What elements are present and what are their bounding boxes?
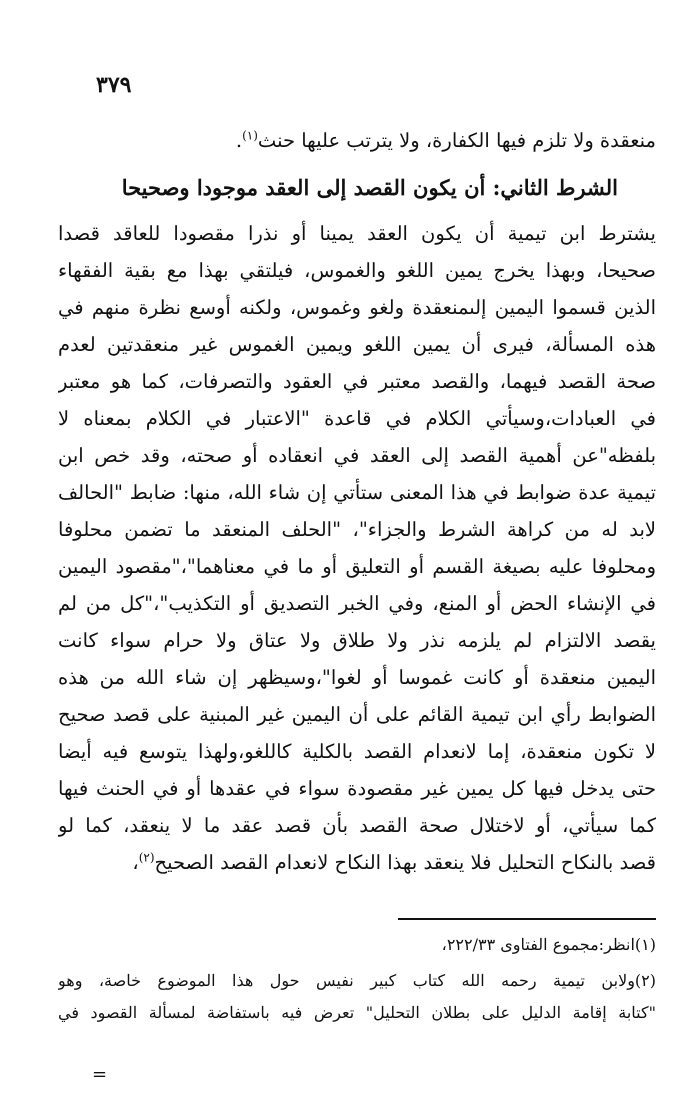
intro-end: . xyxy=(235,129,243,152)
body-line: لابد له من كراهة الشرط والجزاء"، "الحلف المنعقد ما تضمن محلوفا xyxy=(58,518,656,541)
intro-text: منعقدة ولا تلزم فيها الكفارة، ولا يترتب عليها حنث xyxy=(257,129,656,152)
last-body-line xyxy=(58,848,656,878)
body-line: كما سيأتي، أو لاختلال صحة القصد بأن قصد عقد ما لا ينعقد، كما لو xyxy=(58,814,656,837)
body-line: حتى يدخل فيها كل يمين غير مقصودة سواء في عقدها أو في الحنث فيها xyxy=(58,777,656,800)
body-line: في الإنشاء الحض أو المنع، وفي الخبر التصديق أو التكذيب"،"كل من لم xyxy=(58,592,656,615)
body-line: الضوابط رأي ابن تيمية القائم على أن اليمين غير المبنية على قصد صحيح xyxy=(58,703,656,726)
continuation-mark: = xyxy=(92,1064,108,1085)
footnote-2-line-1: (٢)ولابن تيمية رحمه الله كتاب كبير نفيس حول هذا الموضوع خاصة، وهو xyxy=(58,971,656,990)
body-line: صحيحا، وبهذا يخرج يمين اللغو والغموس، فيلتقي بهذا مع بقية الفقهاء xyxy=(58,259,656,282)
body-line: صحة القصد فيهما، والقصد معتبر في العقود والتصرفات، كما هو معتبر xyxy=(58,370,656,393)
last-line-text: قصد بالنكاح التحليل فلا ينعقد بهذا النكاح لانعدام القصد الصحيح xyxy=(154,851,656,874)
footnote-2-line-2: "كتابة إقامة الدليل على بطلان التحليل" تعرض فيه باستفاضة لمسألة القصود في xyxy=(58,1003,656,1022)
body-line: يشترط ابن تيمية أن يكون العقد يمينا أو نذرا مقصودا للعاقد قصدا xyxy=(58,222,656,245)
footnote-marker-2: (٢) xyxy=(138,850,155,865)
body-line: هذه المسألة، فيرى أن يمين اللغو ويمين الغموس غير منعقدتين لعدم xyxy=(58,333,656,356)
body-line: تيمية عدة ضوابط في هذا المعنى ستأتي إن شاء الله، منها: ضابط "الحالف xyxy=(58,481,656,504)
body-line: الذين قسموا اليمين إلىمنعقدة ولغو وغموس، ولكنه أوسع نظرة منهم في xyxy=(58,296,656,319)
footnote-1: (١)انظر:مجموع الفتاوى ٢٢٢/٣٣، xyxy=(441,935,656,954)
body-line: اليمين منعقدة أو كانت غموسا أو لغوا"،وسيظهر إن شاء الله من هذه xyxy=(58,666,656,689)
body-line: في العبادات،وسيأتي الكلام في قاعدة "الاعتبار في الكلام بمعناه لا xyxy=(58,407,656,430)
section-heading: الشرط الثاني: أن يكون القصد إلى العقد موجودا وصحيحا xyxy=(121,175,618,200)
footnote-marker-1: (١) xyxy=(242,128,258,143)
body-line: ومحلوفا عليه بصيغة القسم أو التعليق أو ما في معناهما"،"مقصود اليمين xyxy=(58,555,656,578)
footnote-divider xyxy=(398,918,656,920)
last-line-end: ، xyxy=(132,851,139,874)
intro-line xyxy=(58,126,656,156)
body-line: يقصد الالتزام لم يلزمه نذر ولا طلاق ولا عتاق ولا حرام سواء كانت xyxy=(58,629,656,652)
body-line: بلفظه"عن أهمية القصد إلى العقد في انعقاده أو صحته، وقد خص ابن xyxy=(58,444,656,467)
page-number: ٣٧٩ xyxy=(96,72,132,98)
body-line: لا تكون منعقدة، إما لانعدام القصد بالكلية كاللغو،ولهذا يتوسع فيه أيضا xyxy=(58,740,656,763)
